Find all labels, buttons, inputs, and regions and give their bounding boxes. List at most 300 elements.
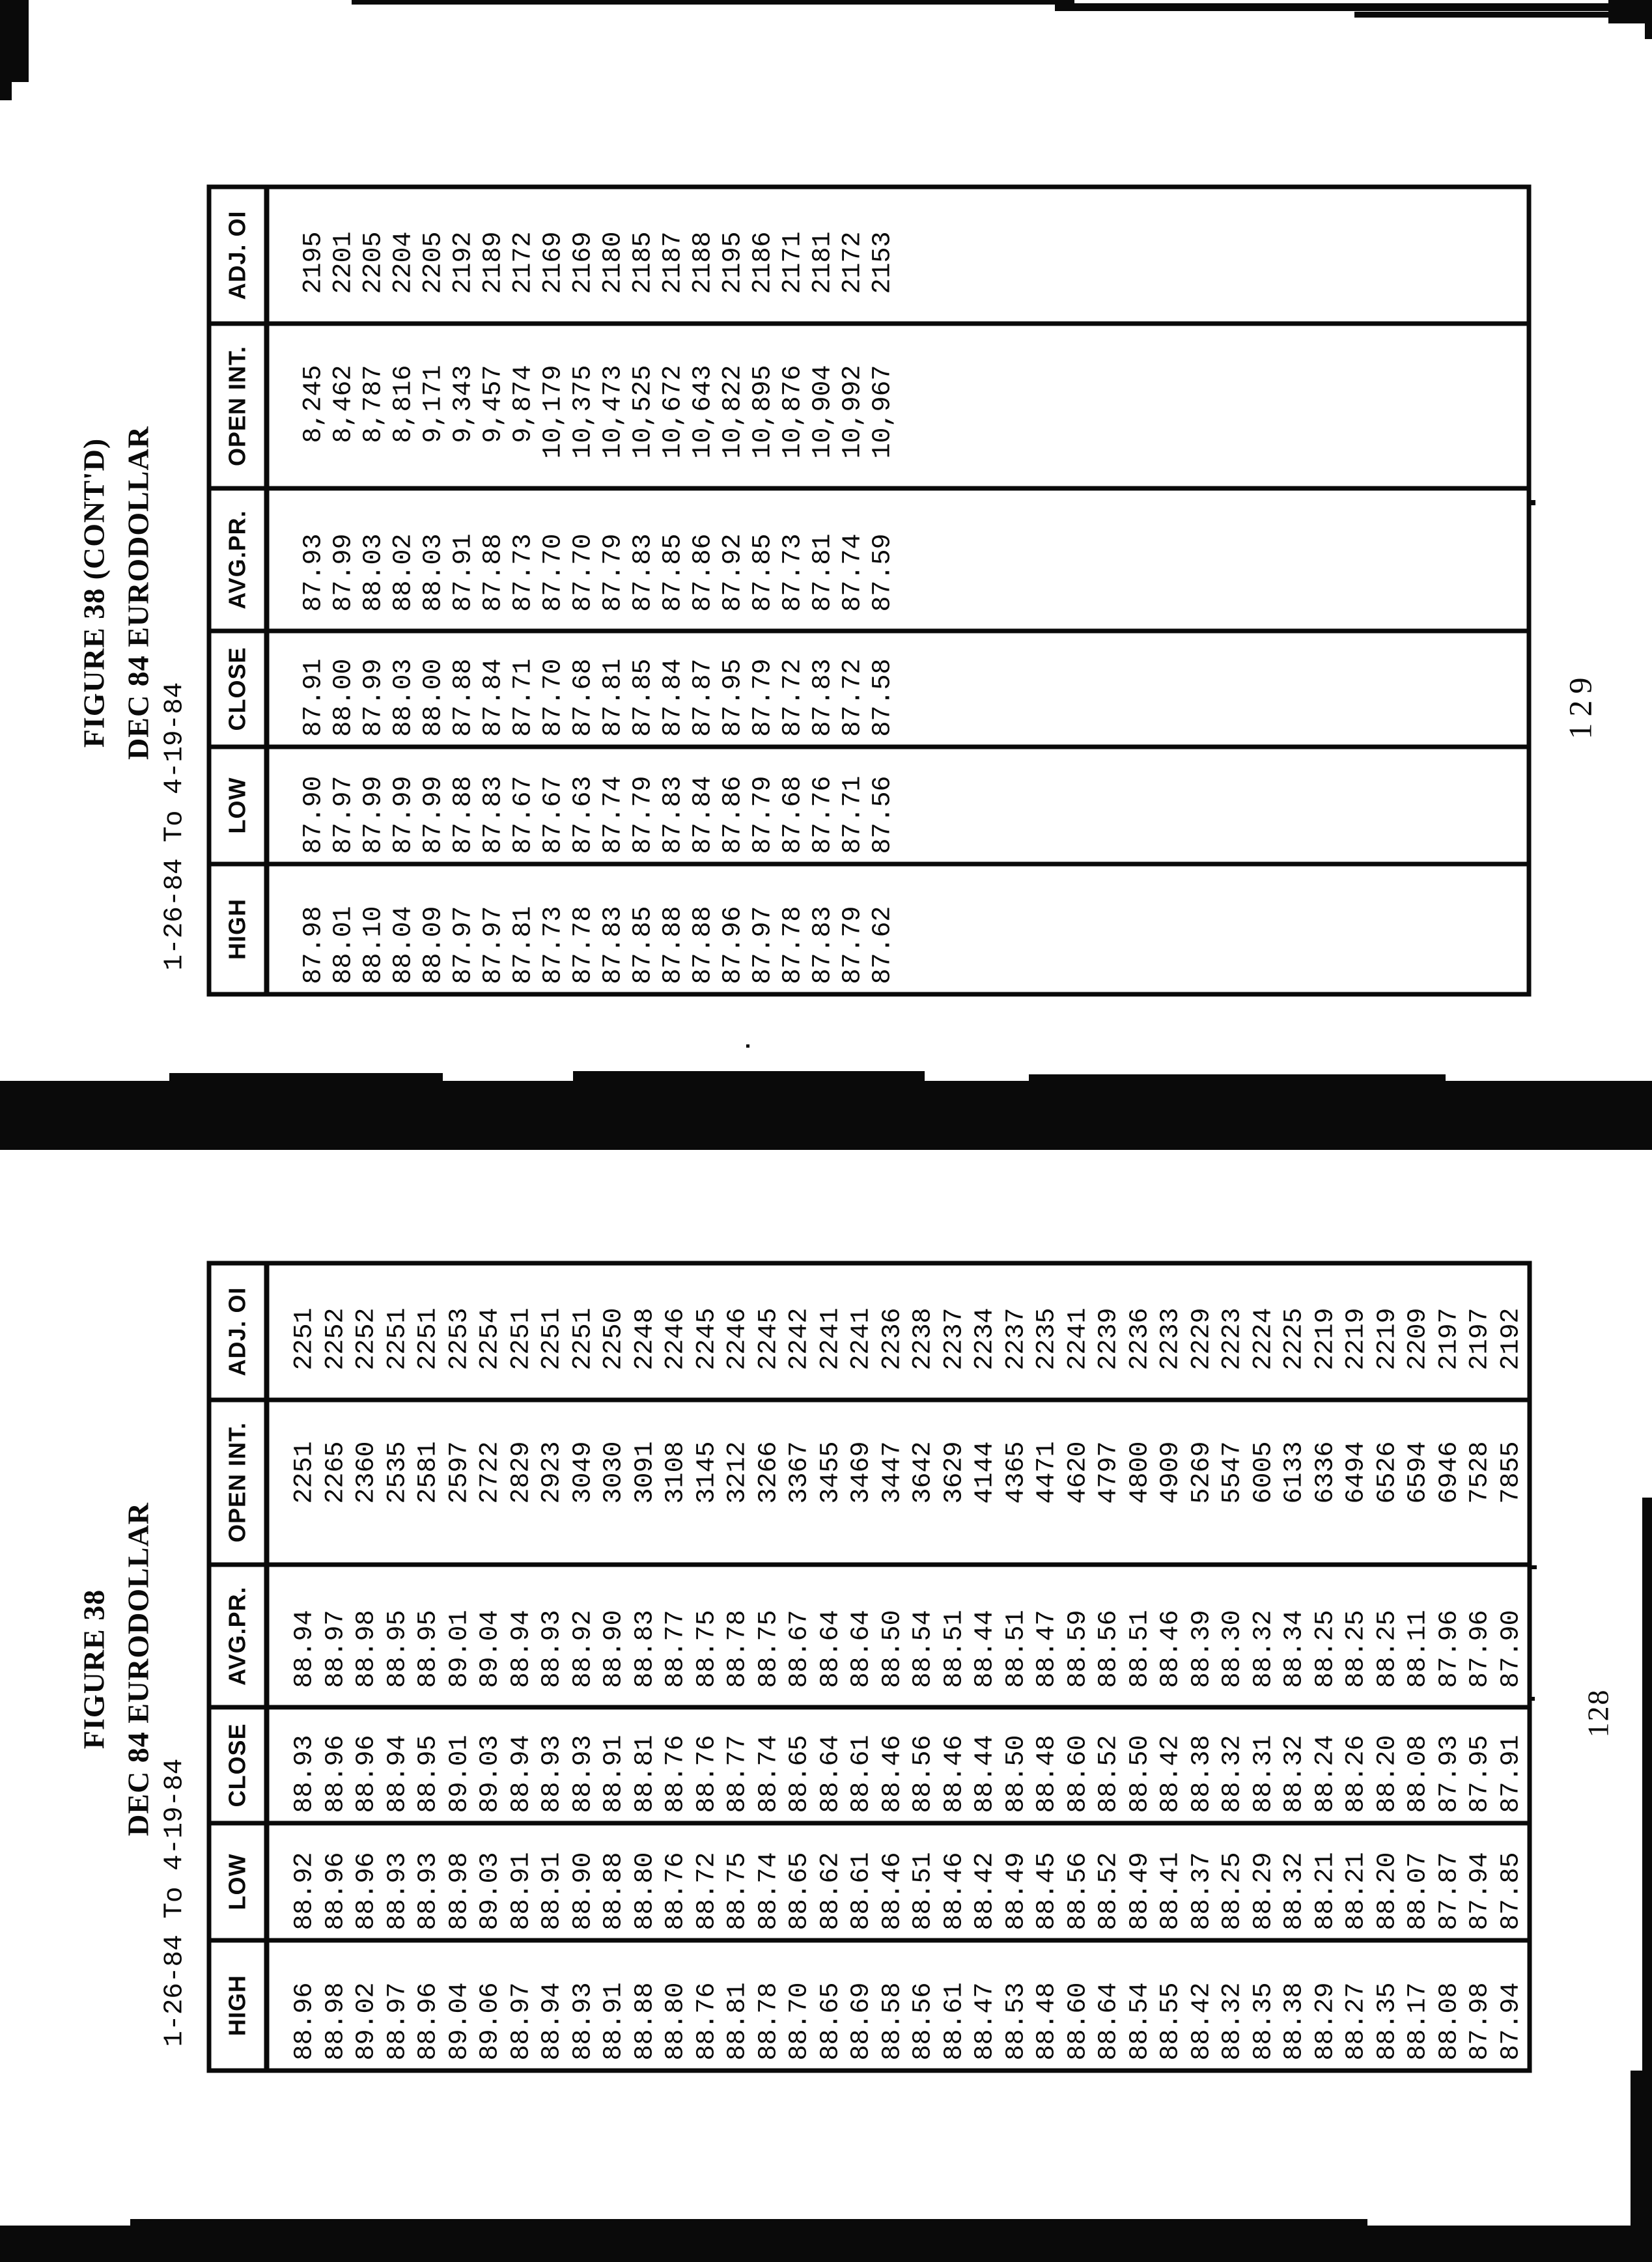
cell: 88.93 [383,1823,414,1940]
empty-cell [1527,1940,1530,2071]
cell: 2209 [1403,1263,1435,1400]
cell: 88.98 [321,1982,351,2061]
cell: 87.73 [778,488,808,631]
cell: 87.94 [1496,1982,1526,2061]
table-row [1280,1263,1311,2071]
cell: 88.25 [1373,1565,1404,1707]
table-row [419,187,449,994]
cell: 88.42 [1156,1707,1187,1823]
cell: 88.08 [1435,1982,1464,2061]
figure-title: FIGURE 38 [77,1589,111,1750]
empty-cell [266,1263,290,1400]
cell: 2535 [383,1400,414,1565]
cell: 2237 [1001,1263,1033,1400]
cell: 3629 [940,1400,971,1565]
cell: 88.56 [1094,1565,1125,1707]
cell: 89.03 [475,1823,507,1940]
cell: 88.60 [1063,1982,1093,2061]
cell: 88.37 [1187,1823,1218,1940]
cell: 6494 [1341,1400,1373,1565]
cell: 87.99 [419,747,449,864]
table-row [630,1263,662,2071]
cell: 2233 [1156,1263,1187,1400]
cell: 87.95 [1465,1707,1496,1823]
cell: 88.88 [630,1982,660,2061]
cell: 4144 [970,1400,1001,1565]
cell: 87.70 [539,488,568,631]
cell: 88.35 [1373,1982,1403,2061]
table-row [1465,1263,1496,2071]
cell: 2188 [688,187,718,324]
cell: 88.70 [785,1982,815,2061]
cell: 87.88 [449,631,479,747]
empty-cell [266,1565,290,1707]
cell: 2189 [479,187,509,324]
cell: 88.56 [908,1982,938,2061]
cell: 87.74 [838,488,868,631]
cell: 6005 [1249,1400,1280,1565]
cell: 2153 [868,187,898,324]
cell: 89.04 [475,1565,507,1707]
table-row [537,1263,568,2071]
column-header: LOW [209,747,266,864]
cell: 88.42 [970,1823,1001,1940]
cell: 88.76 [692,1982,722,2061]
cell: 88.32 [1218,1982,1248,2061]
table-row [878,1263,909,2071]
table-row [1032,1263,1063,2071]
cell: 3642 [908,1400,940,1565]
cell: 87.79 [838,906,867,984]
cell: 87.97 [748,906,777,984]
cell: 88.03 [419,488,449,631]
cell: 2253 [445,1263,476,1400]
cell: 87.83 [628,488,658,631]
cell: 88.76 [661,1823,692,1940]
table-row [413,1263,445,2071]
table-row [1218,1263,1249,2071]
cell: 88.94 [537,1982,567,2061]
cell: 2197 [1465,1263,1496,1400]
cell: 2246 [661,1263,692,1400]
cell: 88.49 [1125,1823,1156,1940]
cell: 2245 [692,1263,723,1400]
cell: 88.95 [383,1565,414,1707]
cell: 87.93 [299,488,329,631]
cell: 10,643 [688,324,718,488]
cell: 2186 [748,187,778,324]
table-row [1373,1263,1404,2071]
cell: 2238 [908,1263,940,1400]
cell: 87.67 [509,747,539,864]
cell: 87.73 [539,906,568,984]
cell: 2187 [658,187,688,324]
cell: 3091 [630,1400,662,1565]
cell: 88.97 [321,1565,352,1707]
cell: 88.20 [1373,1823,1404,1940]
cell: 2219 [1373,1263,1404,1400]
cell: 2236 [1125,1263,1156,1400]
cell: 87.58 [868,631,898,747]
cell: 88.32 [1280,1707,1311,1823]
cell: 87.93 [1435,1707,1466,1823]
table-row [1403,1263,1435,2071]
cell: 88.59 [1063,1565,1095,1707]
cell: 87.72 [838,631,868,747]
cell: 88.98 [445,1823,476,1940]
cell: 2254 [475,1263,507,1400]
cell: 87.88 [658,906,688,984]
table-row [1341,1263,1373,2071]
cell: 88.50 [878,1565,909,1707]
table-row [778,187,808,994]
cell: 88.29 [1249,1823,1280,1940]
cell: 10,967 [868,324,898,488]
cell: 88.93 [290,1707,321,1823]
cell: 88.96 [290,1982,320,2061]
cell: 89.06 [475,1982,505,2061]
cell: 88.46 [1156,1565,1187,1707]
cell: 87.76 [808,747,838,864]
table-row [568,187,598,994]
cell: 3266 [754,1400,785,1565]
cell: 87.86 [718,747,748,864]
cell: 88.65 [816,1982,846,2061]
column-header: CLOSE [209,631,266,747]
cell: 88.61 [940,1982,970,2061]
cell: 87.83 [479,747,509,864]
cell: 88.64 [1094,1982,1124,2061]
cell: 88.32 [1218,1707,1249,1823]
empty-cell [266,631,299,747]
cell: 88.94 [290,1565,321,1707]
cell: 88.80 [661,1982,691,2061]
cell: 2597 [445,1400,476,1565]
empty-cell [266,1940,290,2071]
table-row [1156,1263,1187,2071]
cell: 88.08 [1403,1707,1435,1823]
table-row [718,187,748,994]
table-row [1311,1263,1342,2071]
column-header: ADJ. OI [209,187,266,324]
cell: 87.70 [539,631,568,747]
cell: 10,895 [748,324,778,488]
cell: 87.83 [808,906,837,984]
cell: 88.26 [1341,1707,1373,1823]
cell: 2245 [754,1263,785,1400]
cell: 88.77 [661,1565,692,1707]
cell: 88.64 [847,1565,878,1707]
cell: 2239 [1094,1263,1125,1400]
cell: 88.64 [816,1565,847,1707]
cell: 2251 [537,1263,568,1400]
cell: 2241 [1063,1263,1095,1400]
cell: 3455 [816,1400,847,1565]
cell: 88.93 [413,1823,445,1940]
table-row [748,187,778,994]
cell: 89.01 [445,1707,476,1823]
table-row [509,187,539,994]
table-row [321,1263,352,2071]
cell: 2581 [413,1400,445,1565]
spacer-row [266,1263,290,2071]
table-row [692,1263,723,2071]
table-row [723,1263,754,2071]
cell: 6526 [1373,1400,1404,1565]
cell: 88.74 [754,1823,785,1940]
cell: 88.01 [329,906,358,984]
cell: 88.47 [970,1982,1000,2061]
empty-cell [898,488,1529,631]
cell: 8,245 [299,324,329,488]
cell: 87.79 [628,747,658,864]
cell: 87.91 [449,488,479,631]
table-row [940,1263,971,2071]
cell: 2248 [630,1263,662,1400]
table-row [507,1263,538,2071]
cell: 88.65 [785,1707,816,1823]
table-row [1001,1263,1033,2071]
cell: 2252 [352,1263,383,1400]
cell: 88.21 [1341,1823,1373,1940]
cell: 88.38 [1280,1982,1309,2061]
cell: 88.94 [383,1707,414,1823]
cell: 87.74 [598,747,628,864]
cell: 2219 [1311,1263,1342,1400]
table-row [1249,1263,1280,2071]
cell: 88.78 [723,1565,754,1707]
figure-title: FIGURE 38 (CONT'D) [77,438,111,748]
cell: 88.52 [1094,1823,1125,1940]
page-number: 128 [1581,1688,1615,1738]
cell: 2192 [449,187,479,324]
page-128 [0,1146,1652,2262]
cell: 2204 [389,187,419,324]
cell: 88.39 [1187,1565,1218,1707]
column-header: OPEN INT. [209,1400,266,1565]
cell: 3367 [785,1400,816,1565]
cell: 2180 [598,187,628,324]
cell: 9,457 [479,324,509,488]
cell: 88.46 [878,1823,909,1940]
cell: 4909 [1156,1400,1187,1565]
cell: 3049 [568,1400,600,1565]
cell: 87.71 [838,747,868,864]
cell: 3145 [692,1400,723,1565]
cell: 87.99 [359,747,389,864]
cell: 87.85 [748,488,778,631]
cell: 88.93 [537,1565,568,1707]
cell: 88.20 [1373,1707,1404,1823]
cell: 88.65 [785,1823,816,1940]
futures-table-dec84-contd [207,185,1532,997]
futures-table-dec84 [207,1261,1532,2073]
cell: 88.69 [847,1982,876,2061]
cell: 2237 [940,1263,971,1400]
cell: 87.83 [658,747,688,864]
cell: 88.92 [568,1565,600,1707]
cell: 88.80 [630,1823,662,1940]
table-row [479,187,509,994]
cell: 87.96 [1435,1565,1466,1707]
cell: 88.83 [630,1565,662,1707]
table-row [599,1263,630,2071]
empty-cell [898,864,1529,994]
cell: 7855 [1496,1400,1528,1565]
cell: 3030 [599,1400,630,1565]
cell: 88.25 [1311,1565,1342,1707]
cell: 88.81 [630,1707,662,1823]
cell: 2251 [290,1263,321,1400]
cell: 88.09 [419,906,448,984]
cell: 8,462 [329,324,359,488]
cell: 2195 [718,187,748,324]
cell: 88.56 [1063,1823,1095,1940]
cell: 2225 [1280,1263,1311,1400]
cell: 88.10 [359,906,388,984]
cell: 2360 [352,1400,383,1565]
cell: 88.95 [413,1565,445,1707]
cell: 88.00 [419,631,449,747]
cell: 4471 [1032,1400,1063,1565]
table-row [539,187,568,994]
empty-cell [266,747,299,864]
cell: 2205 [419,187,449,324]
figure-subtitle: DEC 84 EURODOLLAR [121,426,155,760]
cell: 4620 [1063,1400,1095,1565]
cell: 88.49 [1001,1823,1033,1940]
table-row [1063,1263,1095,2071]
cell: 87.87 [688,631,718,747]
cell: 87.78 [778,906,807,984]
cell: 87.79 [748,747,778,864]
cell: 88.91 [537,1823,568,1940]
column-header: HIGH [209,1940,266,2071]
cell: 6336 [1311,1400,1342,1565]
cell: 87.84 [658,631,688,747]
cell: 88.50 [1001,1707,1033,1823]
cell: 9,874 [509,324,539,488]
cell: 89.03 [475,1707,507,1823]
table-row [816,1263,847,2071]
cell: 88.03 [359,488,389,631]
cell: 8,816 [389,324,419,488]
cell: 2251 [413,1263,445,1400]
cell: 3469 [847,1400,878,1565]
cell: 4797 [1094,1400,1125,1565]
cell: 10,876 [778,324,808,488]
cell: 88.46 [940,1823,971,1940]
cell: 88.97 [507,1982,537,2061]
table-row [290,1263,321,2071]
cell: 87.67 [539,747,568,864]
cell: 87.59 [868,488,898,631]
cell: 2246 [723,1263,754,1400]
cell: 88.77 [723,1707,754,1823]
cell: 10,904 [808,324,838,488]
cell: 88.25 [1218,1823,1249,1940]
cell: 2197 [1435,1263,1466,1400]
column-header: LOW [209,1823,266,1940]
cell: 87.90 [299,747,329,864]
cell: 88.46 [878,1707,909,1823]
cell: 87.83 [808,631,838,747]
cell: 87.98 [1465,1982,1495,2061]
cell: 2192 [1496,1263,1528,1400]
column-header: ADJ. OI [209,1263,266,1400]
cell: 2236 [878,1263,909,1400]
cell: 2185 [628,187,658,324]
cell: 2223 [1218,1263,1249,1400]
empty-cell [266,324,299,488]
cell: 88.03 [389,631,419,747]
cell: 2265 [321,1400,352,1565]
table-row [352,1263,383,2071]
cell: 88.50 [1125,1707,1156,1823]
table-row [449,187,479,994]
cell: 88.61 [847,1823,878,1940]
cell: 87.85 [658,488,688,631]
table-row [661,1263,692,2071]
cell: 88.74 [754,1707,785,1823]
cell: 2169 [539,187,568,324]
table-row [1094,1263,1125,2071]
cell: 88.21 [1311,1823,1342,1940]
cell: 89.04 [445,1982,475,2061]
cell: 5547 [1218,1400,1249,1565]
cell: 87.79 [748,631,778,747]
cell: 87.99 [359,631,389,747]
table-row [658,187,688,994]
header-row [209,187,266,994]
cell: 88.60 [1063,1707,1095,1823]
cell: 87.78 [568,906,598,984]
cell: 2172 [838,187,868,324]
empty-cell [266,187,299,324]
cell: 3108 [661,1400,692,1565]
cell: 89.02 [352,1982,382,2061]
cell: 10,375 [568,324,598,488]
cell: 88.96 [321,1823,352,1940]
date-range: 1-26-84 To 4-19-84 [160,682,190,971]
cell: 88.44 [970,1707,1001,1823]
column-header: OPEN INT. [209,324,266,488]
table-row [299,187,329,994]
empty-cell [266,864,299,994]
cell: 87.97 [479,906,508,984]
cell: 87.85 [628,631,658,747]
cell: 2722 [475,1400,507,1565]
cell: 88.75 [723,1823,754,1940]
cell: 88.35 [1249,1982,1279,2061]
cell: 2251 [290,1400,321,1565]
cell: 88.81 [723,1982,753,2061]
cell: 4800 [1125,1400,1156,1565]
cell: 88.67 [785,1565,816,1707]
cell: 2169 [568,187,598,324]
table-row [475,1263,507,2071]
cell: 2224 [1249,1263,1280,1400]
cell: 87.68 [778,747,808,864]
column-header: HIGH [209,864,266,994]
cell: 10,179 [539,324,568,488]
cell: 2241 [816,1263,847,1400]
cell: 88.78 [754,1982,784,2061]
cell: 87.97 [329,747,359,864]
cell: 88.53 [1001,1982,1031,2061]
cell: 87.68 [568,631,598,747]
cell: 88.90 [599,1565,630,1707]
